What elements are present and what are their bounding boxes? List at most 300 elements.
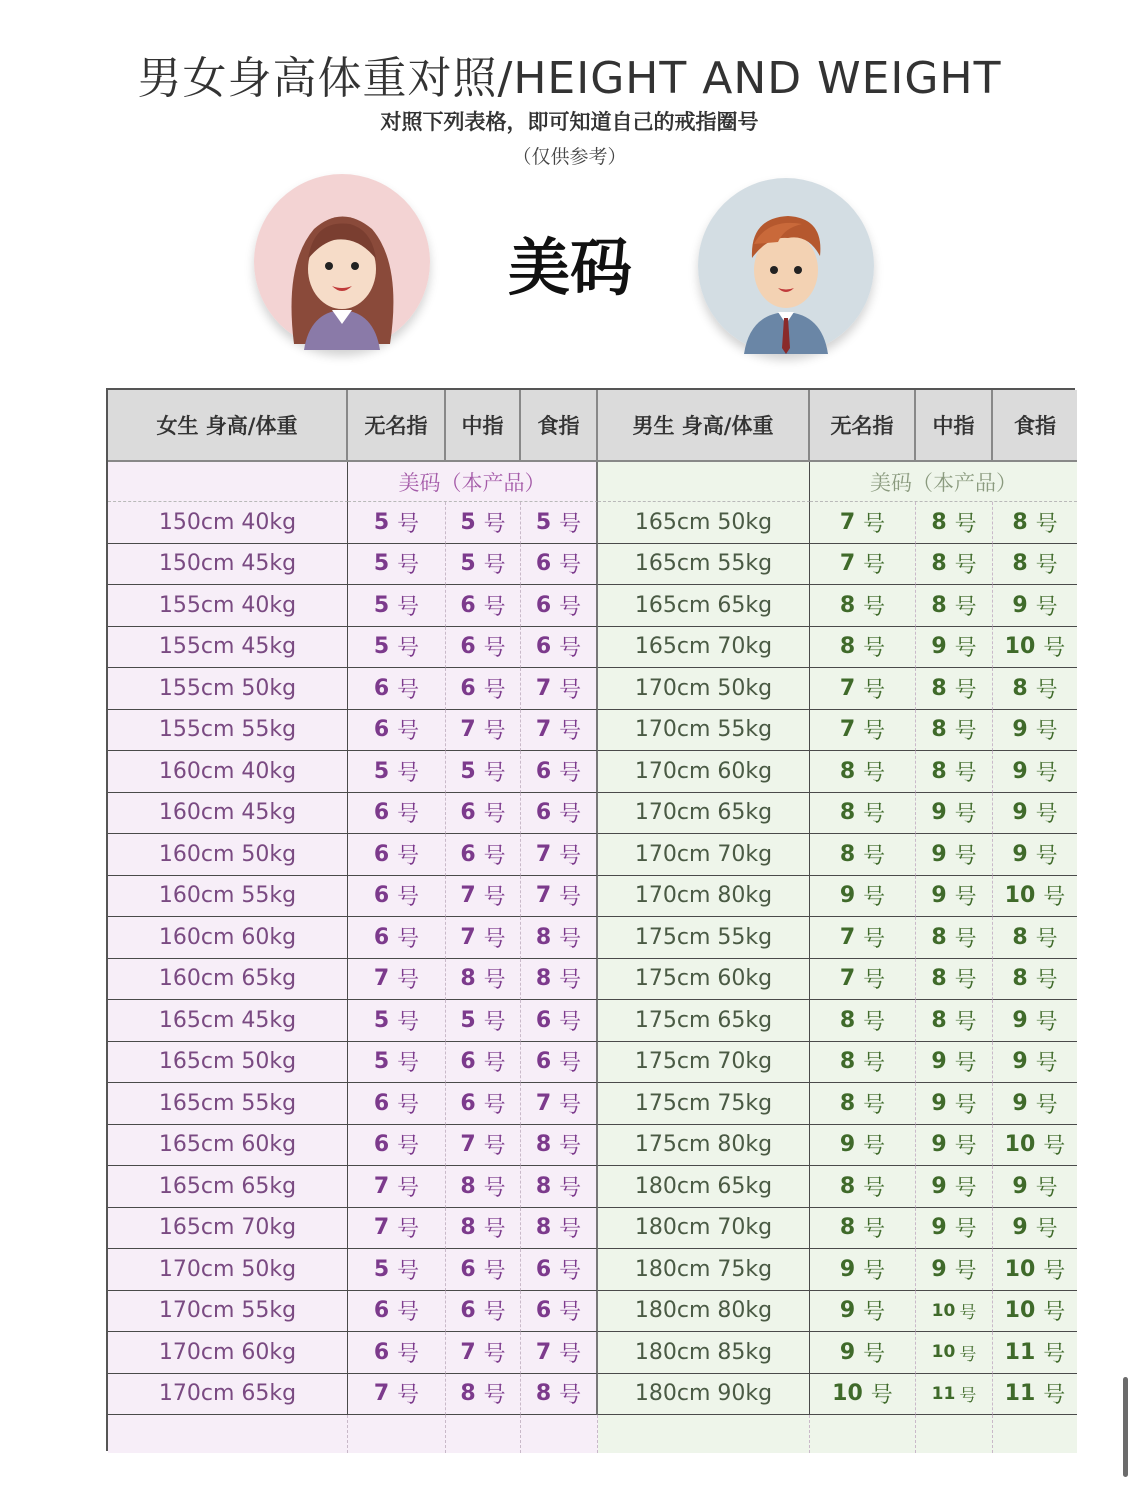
size-unit: 号 [863, 636, 886, 662]
size-unit: 号 [959, 1344, 977, 1365]
female-index-size [521, 1208, 598, 1250]
size-unit: 号 [1035, 760, 1058, 786]
size-unit: 号 [483, 885, 506, 911]
header-female-index: 食指 [521, 390, 598, 462]
female-index-size [521, 1374, 598, 1416]
male-index-size [993, 668, 1077, 710]
male-middle-size [916, 1166, 993, 1208]
male-index-size [993, 793, 1077, 835]
size-number: 6 [373, 1090, 390, 1116]
size-number: 6 [535, 634, 552, 660]
female-middle-size [446, 1208, 521, 1250]
size-unit: 号 [559, 594, 582, 620]
footer-blank-cell [446, 1415, 521, 1453]
female-height-weight: 160cm 50kg [108, 834, 348, 876]
female-middle-size [446, 1083, 521, 1125]
size-unit: 号 [397, 843, 420, 869]
female-height-weight: 165cm 65kg [108, 1166, 348, 1208]
male-middle-size [916, 876, 993, 918]
size-number: 8 [839, 841, 856, 867]
male-ring-size [810, 627, 916, 669]
size-number: 8 [1012, 509, 1028, 535]
size-unit: 号 [1035, 511, 1058, 537]
male-height-weight: 180cm 75kg [598, 1249, 810, 1291]
size-unit: 号 [483, 760, 506, 786]
size-unit: 号 [397, 1051, 420, 1077]
size-unit: 号 [863, 1217, 886, 1243]
male-index-size [993, 585, 1077, 627]
size-number: 8 [535, 966, 552, 992]
male-ring-size [810, 1042, 916, 1084]
size-unit: 号 [483, 677, 506, 703]
size-number: 7 [373, 966, 390, 992]
male-index-size [993, 1374, 1077, 1416]
size-number: 5 [373, 634, 390, 660]
header-male-middle: 中指 [916, 390, 993, 462]
size-unit: 号 [1043, 885, 1066, 911]
female-middle-size [446, 1291, 521, 1333]
size-number: 6 [460, 1049, 476, 1075]
size-unit: 号 [559, 1051, 582, 1077]
size-number: 9 [931, 1132, 947, 1158]
size-unit: 号 [863, 1341, 886, 1367]
male-height-weight: 175cm 55kg [598, 917, 810, 959]
header-male-index: 食指 [993, 390, 1077, 462]
size-unit: 号 [954, 1009, 977, 1035]
footer-blank-cell [993, 1415, 1077, 1453]
size-unit: 号 [559, 1383, 582, 1409]
size-number: 10 [931, 1300, 956, 1321]
female-middle-size [446, 1166, 521, 1208]
female-ring-size [348, 668, 446, 710]
size-unit: 号 [863, 802, 886, 828]
female-height-weight: 160cm 60kg [108, 917, 348, 959]
female-middle-size [446, 1000, 521, 1042]
female-index-size [521, 1332, 598, 1374]
size-number: 7 [535, 841, 552, 867]
size-number: 7 [839, 966, 856, 992]
male-index-size [993, 1042, 1077, 1084]
male-middle-size [916, 1000, 993, 1042]
size-number: 7 [839, 509, 856, 535]
header-female-hw: 女生 身高/体重 [108, 390, 348, 462]
size-number: 6 [535, 551, 552, 577]
female-middle-size [446, 876, 521, 918]
size-unit: 号 [397, 1341, 420, 1367]
female-height-weight: 150cm 45kg [108, 544, 348, 586]
size-unit: 号 [863, 968, 886, 994]
size-unit: 号 [1035, 594, 1058, 620]
female-height-weight: 170cm 50kg [108, 1249, 348, 1291]
size-unit: 号 [483, 1051, 506, 1077]
female-index-size [521, 1166, 598, 1208]
size-number: 9 [931, 1049, 947, 1075]
female-ring-size [348, 1374, 446, 1416]
male-height-weight: 175cm 80kg [598, 1125, 810, 1167]
size-number: 9 [931, 634, 947, 660]
female-ring-size [348, 959, 446, 1001]
size-number: 8 [839, 1049, 856, 1075]
female-middle-size [446, 834, 521, 876]
female-ring-size [348, 751, 446, 793]
size-number: 10 [832, 1381, 863, 1407]
female-height-weight: 165cm 70kg [108, 1208, 348, 1250]
size-unit: 号 [1043, 1300, 1066, 1326]
male-index-size [993, 1083, 1077, 1125]
size-number: 9 [1012, 717, 1028, 743]
female-middle-size [446, 502, 521, 544]
male-index-size [993, 1249, 1077, 1291]
male-ring-size [810, 793, 916, 835]
size-number: 9 [1012, 1090, 1028, 1116]
female-ring-size [348, 1125, 446, 1167]
size-number: 7 [460, 1132, 476, 1158]
size-number: 10 [1004, 1298, 1036, 1324]
size-number: 6 [460, 634, 476, 660]
female-index-size [521, 751, 598, 793]
size-unit: 号 [559, 1300, 582, 1326]
size-unit: 号 [863, 1175, 886, 1201]
size-number: 9 [931, 800, 947, 826]
size-unit: 号 [1035, 1175, 1058, 1201]
male-height-weight: 180cm 80kg [598, 1291, 810, 1333]
size-number: 6 [373, 1298, 390, 1324]
size-number: 9 [1012, 1173, 1028, 1199]
size-number: 7 [839, 717, 856, 743]
size-number: 8 [839, 1007, 856, 1033]
size-unit: 号 [863, 1258, 886, 1284]
header-female-middle: 中指 [446, 390, 521, 462]
size-unit: 号 [483, 1092, 506, 1118]
male-height-weight: 175cm 60kg [598, 959, 810, 1001]
male-ring-size [810, 710, 916, 752]
size-number: 7 [460, 717, 476, 743]
size-number: 6 [373, 924, 390, 950]
size-number: 8 [535, 1215, 552, 1241]
male-index-size [993, 1291, 1077, 1333]
size-number: 6 [535, 592, 552, 618]
female-middle-size [446, 1374, 521, 1416]
male-height-weight: 165cm 50kg [598, 502, 810, 544]
female-index-size [521, 1083, 598, 1125]
size-number: 6 [373, 717, 390, 743]
size-unit: 号 [863, 760, 886, 786]
size-unit: 号 [1035, 1051, 1058, 1077]
size-unit: 号 [954, 802, 977, 828]
female-ring-size [348, 1291, 446, 1333]
male-height-weight: 165cm 70kg [598, 627, 810, 669]
size-number: 9 [931, 1173, 947, 1199]
page-title: 男女身高体重对照/HEIGHT AND WEIGHT [137, 53, 1002, 104]
size-number: 7 [839, 551, 856, 577]
size-unit: 号 [863, 843, 886, 869]
size-unit: 号 [954, 926, 977, 952]
size-number: 5 [373, 1049, 390, 1075]
size-unit: 号 [483, 1383, 506, 1409]
size-number: 6 [373, 1339, 390, 1365]
female-index-size [521, 710, 598, 752]
male-middle-size [916, 1208, 993, 1250]
male-ring-size [810, 668, 916, 710]
female-ring-size [348, 917, 446, 959]
size-unit: 号 [559, 885, 582, 911]
size-number: 8 [460, 1173, 476, 1199]
size-number: 6 [535, 758, 552, 784]
male-index-size [993, 1332, 1077, 1374]
size-number: 10 [1004, 1256, 1036, 1282]
size-number: 8 [535, 924, 552, 950]
size-unit: 号 [559, 1134, 582, 1160]
male-ring-size [810, 1208, 916, 1250]
size-unit: 号 [863, 553, 886, 579]
size-unit: 号 [870, 1383, 893, 1409]
size-unit: 号 [483, 1134, 506, 1160]
size-number: 8 [931, 675, 947, 701]
size-unit: 号 [954, 885, 977, 911]
size-number: 5 [373, 551, 390, 577]
male-index-size [993, 1166, 1077, 1208]
size-unit: 号 [397, 1009, 420, 1035]
male-size-label: 美码（本产品） [810, 462, 1077, 502]
size-table [106, 388, 1075, 1451]
size-number: 11 [1004, 1339, 1036, 1365]
male-ring-size [810, 917, 916, 959]
size-number: 8 [839, 634, 856, 660]
size-number: 6 [535, 1007, 552, 1033]
male-middle-size [916, 502, 993, 544]
female-middle-size [446, 585, 521, 627]
size-unit: 号 [1043, 1341, 1066, 1367]
size-number: 11 [931, 1383, 956, 1404]
size-unit: 号 [559, 843, 582, 869]
size-number: 10 [1004, 1132, 1036, 1158]
size-number: 10 [1004, 634, 1036, 660]
male-middle-size [916, 710, 993, 752]
size-unit: 号 [559, 511, 582, 537]
male-middle-size [916, 1249, 993, 1291]
male-ring-size [810, 876, 916, 918]
size-number: 9 [931, 883, 947, 909]
size-number: 10 [1004, 883, 1036, 909]
female-height-weight: 155cm 50kg [108, 668, 348, 710]
size-number: 10 [931, 1342, 956, 1363]
male-height-weight: 180cm 65kg [598, 1166, 810, 1208]
male-ring-size [810, 751, 916, 793]
reference-note: （仅供参考） [512, 146, 627, 168]
size-unit: 号 [397, 1175, 420, 1201]
male-middle-size [916, 834, 993, 876]
size-number: 5 [373, 592, 390, 618]
size-unit: 号 [559, 677, 582, 703]
size-unit: 号 [397, 1258, 420, 1284]
female-middle-size [446, 1125, 521, 1167]
female-height-weight: 155cm 45kg [108, 627, 348, 669]
size-unit: 号 [397, 802, 420, 828]
female-ring-size [348, 1166, 446, 1208]
male-ring-size [810, 544, 916, 586]
size-number: 7 [460, 1339, 476, 1365]
footer-blank-cell [108, 1415, 348, 1453]
size-unit: 号 [483, 511, 506, 537]
footer-blank-cell [810, 1415, 916, 1453]
size-number: 5 [373, 509, 390, 535]
female-ring-size [348, 834, 446, 876]
size-number: 8 [535, 1381, 552, 1407]
male-ring-size [810, 959, 916, 1001]
size-number: 7 [535, 1090, 552, 1116]
female-height-weight: 150cm 40kg [108, 502, 348, 544]
female-avatar-icon [254, 174, 430, 350]
female-index-size [521, 834, 598, 876]
size-unit: 号 [863, 1300, 886, 1326]
male-index-size [993, 917, 1077, 959]
size-unit: 号 [1035, 1217, 1058, 1243]
female-ring-size [348, 1249, 446, 1291]
male-index-size [993, 502, 1077, 544]
female-index-size [521, 585, 598, 627]
male-middle-size [916, 544, 993, 586]
male-ring-size [810, 1083, 916, 1125]
size-unit: 号 [954, 719, 977, 745]
female-ring-size [348, 544, 446, 586]
size-number: 8 [839, 1215, 856, 1241]
male-height-weight: 170cm 80kg [598, 876, 810, 918]
size-number: 8 [839, 758, 856, 784]
size-number: 6 [373, 841, 390, 867]
size-unit: 号 [863, 1009, 886, 1035]
size-number: 8 [1012, 551, 1028, 577]
female-index-size [521, 502, 598, 544]
male-middle-size [916, 668, 993, 710]
male-height-weight: 180cm 70kg [598, 1208, 810, 1250]
size-unit: 号 [397, 885, 420, 911]
size-unit: 号 [397, 1383, 420, 1409]
male-index-size [993, 834, 1077, 876]
size-unit: 号 [559, 1009, 582, 1035]
size-unit: 号 [954, 553, 977, 579]
size-number: 5 [373, 1256, 390, 1282]
size-number: 9 [931, 1090, 947, 1116]
female-index-size [521, 793, 598, 835]
size-unit: 号 [397, 1217, 420, 1243]
male-height-weight: 170cm 70kg [598, 834, 810, 876]
footer-blank-cell [598, 1415, 810, 1453]
size-number: 6 [373, 675, 390, 701]
male-index-size [993, 959, 1077, 1001]
size-unit: 号 [1035, 1092, 1058, 1118]
size-unit: 号 [483, 1217, 506, 1243]
size-number: 8 [460, 1381, 476, 1407]
male-height-weight: 180cm 90kg [598, 1374, 810, 1416]
size-unit: 号 [397, 677, 420, 703]
size-number: 8 [460, 966, 476, 992]
size-number: 7 [839, 675, 856, 701]
size-number: 6 [460, 1090, 476, 1116]
size-number: 5 [460, 509, 476, 535]
female-ring-size [348, 793, 446, 835]
size-number: 8 [535, 1132, 552, 1158]
female-middle-size [446, 544, 521, 586]
size-unit: 号 [483, 1300, 506, 1326]
size-number: 8 [931, 1007, 947, 1033]
size-unit: 号 [954, 968, 977, 994]
male-middle-size [916, 1374, 993, 1416]
size-unit: 号 [559, 968, 582, 994]
header-male-ring: 无名指 [810, 390, 916, 462]
page-subtitle: 对照下列表格，即可知道自己的戒指圈号 [380, 110, 759, 134]
size-number: 7 [535, 675, 552, 701]
scrollbar[interactable] [1123, 1377, 1128, 1477]
male-ring-size [810, 502, 916, 544]
size-unit: 号 [1035, 553, 1058, 579]
female-index-size [521, 917, 598, 959]
female-index-size [521, 876, 598, 918]
size-unit: 号 [954, 1092, 977, 1118]
footer-blank-cell [348, 1415, 446, 1453]
female-height-weight: 160cm 45kg [108, 793, 348, 835]
header-male-hw: 男生 身高/体重 [598, 390, 810, 462]
male-height-weight: 180cm 85kg [598, 1332, 810, 1374]
size-unit: 号 [863, 926, 886, 952]
male-middle-size [916, 585, 993, 627]
size-unit: 号 [483, 1175, 506, 1201]
size-system-label: 美码 [507, 231, 632, 304]
size-number: 6 [373, 1132, 390, 1158]
size-unit: 号 [559, 926, 582, 952]
female-height-weight: 160cm 65kg [108, 959, 348, 1001]
male-middle-size [916, 751, 993, 793]
size-number: 9 [1012, 758, 1028, 784]
size-number: 7 [535, 1339, 552, 1365]
size-unit: 号 [559, 636, 582, 662]
male-height-weight: 175cm 65kg [598, 1000, 810, 1042]
female-ring-size [348, 1332, 446, 1374]
size-unit: 号 [959, 1386, 977, 1407]
size-number: 6 [535, 1298, 552, 1324]
size-number: 5 [373, 1007, 390, 1033]
male-height-weight: 170cm 50kg [598, 668, 810, 710]
female-ring-size [348, 710, 446, 752]
male-index-size [993, 876, 1077, 918]
size-number: 6 [535, 800, 552, 826]
size-number: 7 [373, 1173, 390, 1199]
size-number: 9 [839, 1132, 856, 1158]
male-middle-size [916, 1042, 993, 1084]
size-unit: 号 [954, 1134, 977, 1160]
size-unit: 号 [863, 1051, 886, 1077]
male-ring-size [810, 1291, 916, 1333]
size-number: 6 [460, 841, 476, 867]
male-middle-size [916, 1083, 993, 1125]
male-avatar-icon [698, 178, 874, 354]
female-middle-size [446, 1249, 521, 1291]
size-number: 8 [931, 758, 947, 784]
size-unit: 号 [559, 802, 582, 828]
size-unit: 号 [483, 1258, 506, 1284]
size-unit: 号 [397, 1092, 420, 1118]
male-ring-size [810, 1249, 916, 1291]
size-unit: 号 [1035, 802, 1058, 828]
male-middle-size [916, 627, 993, 669]
size-unit: 号 [954, 677, 977, 703]
male-middle-size [916, 959, 993, 1001]
size-unit: 号 [397, 926, 420, 952]
size-unit: 号 [559, 1175, 582, 1201]
size-number: 8 [931, 509, 947, 535]
male-ring-size [810, 1000, 916, 1042]
male-ring-size [810, 1332, 916, 1374]
male-ring-size [810, 1166, 916, 1208]
